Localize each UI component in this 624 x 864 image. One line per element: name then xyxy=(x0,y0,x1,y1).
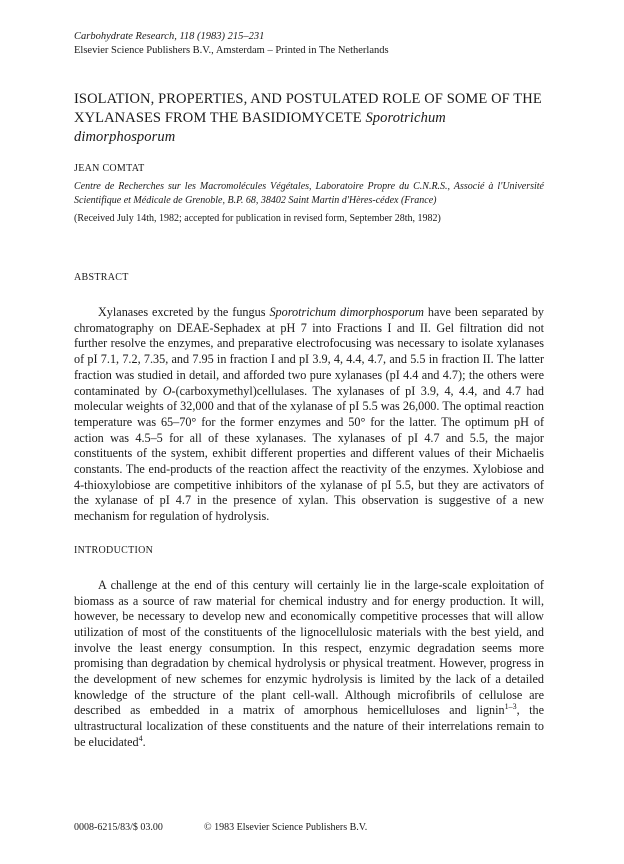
intro-text-1: A challenge at the end of this century will certainly lie in the large-scale exploitation of biomass as a source of raw material for chemical industry and for energy production. It will, however, be necessary to develop new and economically competitive processes that will allow utilization of most of the constituents of the lignocellulosic materials with the best yield, and involve the least energy consumption. In this respect, enzymic degradation seems more promising than degradation by chemical hydrolysis or physical treatment. However, progress in the development of new schemes for enzymic hydrolysis is limited by the lack of a detailed knowledge of the structure of the plant cell-wall. Although microfibrils of cellulose are described as embedded in a matrix of amorphous hemicelluloses and lignin xyxy=(74,577,544,718)
article-page xyxy=(74,30,544,751)
article-title xyxy=(74,90,544,147)
journal-reference: Carbohydrate Research, 118 (1983) 215–231 xyxy=(74,31,265,42)
abstract-species: Sporotrichum dimorphosporum xyxy=(269,305,424,319)
intro-ref-1: 1–3 xyxy=(504,702,517,712)
title-main: ISOLATION, PROPERTIES, AND POSTULATED ROLE OF SOME OF THE XYLANASES FROM THE BASIDIOMYCETE xyxy=(74,91,542,126)
publisher-line: Elsevier Science Publishers B.V., Amsterdam – Printed in The Netherlands xyxy=(74,45,389,56)
author-affiliation: Centre de Recherches sur les Macromolécules Végétales, Laboratoire Propre du C.N.R.S., Associé à l'Université Scientifique et Médicale de Grenoble, B.P. 68, 38402 Saint Martin d'Hères-cédex (France) xyxy=(74,181,544,206)
abstract-heading: ABSTRACT xyxy=(74,272,129,283)
abstract-text-1: Xylanases excreted by the fungus xyxy=(98,305,266,319)
intro-text-3: . xyxy=(142,734,146,749)
intro-ref-2: 4 xyxy=(138,733,143,743)
footer-copyright: © 1983 Elsevier Science Publishers B.V. xyxy=(204,822,368,833)
introduction-heading: INTRODUCTION xyxy=(74,544,154,556)
abstract-text-3: -(carboxymethyl)cellulases. The xylanases of pI 3.9, 4, 4.4, and 4.7 had molecular weights of 32,000 and that of the xylanase of pI 5.5 was 26,000. The optimal reaction temperature was 65–70° for the former enzymes and 50° for the latter. The optimum pH of action was 4.5–5 for all of these xylanases. The xylanases of pI 4.7 and 5.5, the major constituents of the system, exhibit different properties and different values of their Michaelis constants. The end-products of the reaction affect the reactivity of the enzymes. Xylobiose and 4-thioxylobiose are competitive inhibitors of the xylanase of pI 5.5, but they are activators of the xylanase of pI 4.7 in the presence of xylan. This observation is suggestive of a new mechanism for regulation of hydrolysis. xyxy=(74,383,545,524)
author-name: JEAN COMTAT xyxy=(74,163,145,174)
abstract-text-2: have been separated by chromatography on DEAE-Sephadex at pH 7 into Fractions I and II. Gel filtration did not further resolve the enzymes, and preparative electrofocusing was necessary to isolate xylanases of pI 7.1, 7.2, 7.35, and 7.95 in fraction I and pI 3.9, 4, 4.4, 4.7, and 5.5 in fraction II. The latter fraction was studied in detail, and afforded two pure xylanases (pI 4.4 and 4.7); the others were contaminated by xyxy=(74,305,545,398)
footer-code: 0008-6215/83/$ 03.00 xyxy=(74,822,163,833)
journal-header xyxy=(74,30,544,58)
intro-text-2: , the ultrastructural localization of these constituents and the nature of their interrelations remain to be elucidated xyxy=(74,703,544,749)
abstract-paragraph xyxy=(74,305,544,525)
introduction-paragraph xyxy=(74,578,544,751)
abstract-o-letter: O xyxy=(162,383,172,398)
title-species: Sporotrichum dimorphosporum xyxy=(74,110,446,145)
received-dates: (Received July 14th, 1982; accepted for publication in revised form, September 28th, 1982) xyxy=(74,213,441,224)
page-footer xyxy=(74,822,544,833)
